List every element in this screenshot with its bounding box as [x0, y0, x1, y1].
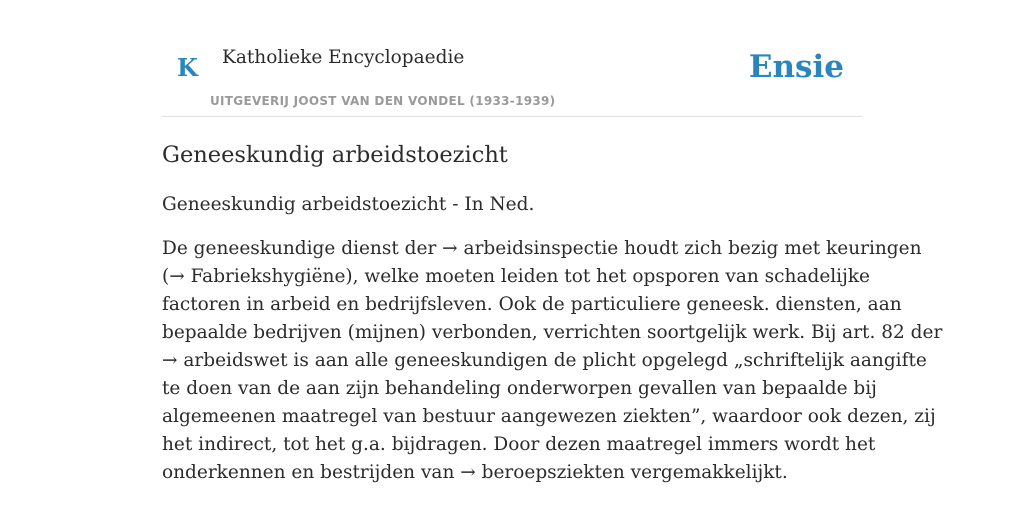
article-title: Geneeskundig arbeidstoezicht: [162, 142, 508, 168]
body-line: het indirect, tot het g.a. bijdragen. Door dezen maatregel immers wordt het: [162, 434, 876, 455]
brand-logo[interactable]: Ensie: [748, 49, 844, 85]
site-header: [162, 0, 862, 117]
body-line: factoren in arbeid en bedrijfsleven. Ook de particuliere geneesk. diensten, aan: [162, 294, 902, 315]
publisher-label: UITGEVERIJ JOOST VAN DEN VONDEL (1933-1939): [210, 94, 556, 108]
body-line: (→ Fabriekshygiëne), welke moeten leiden tot het opsporen van schadelijke: [162, 266, 870, 287]
body-line: onderkennen en bestrijden van → beroepsziekten vergemakkelijkt.: [162, 462, 788, 483]
body-line: → arbeidswet is aan alle geneeskundigen de plicht opgelegd „schriftelijk aangifte: [162, 350, 927, 371]
article-body: [162, 235, 943, 487]
body-line: te doen van de aan zijn behandeling onderworpen gevallen van bepaalde bij: [162, 378, 877, 399]
logo-k-icon[interactable]: K: [177, 53, 198, 82]
article: [162, 139, 943, 487]
body-line: De geneeskundige dienst der → arbeidsinspectie houdt zich bezig met keuringen: [162, 238, 922, 259]
article-intro: Geneeskundig arbeidstoezicht - In Ned.: [162, 194, 535, 215]
body-line: bepaalde bedrijven (mijnen) verbonden, verrichten soortgelijk werk. Bij art. 82 der: [162, 322, 943, 343]
site-title[interactable]: Katholieke Encyclopaedie: [222, 47, 465, 68]
body-line: algemeenen maatregel van bestuur aangewezen ziekten”, waardoor ook dezen, zij: [162, 406, 936, 427]
